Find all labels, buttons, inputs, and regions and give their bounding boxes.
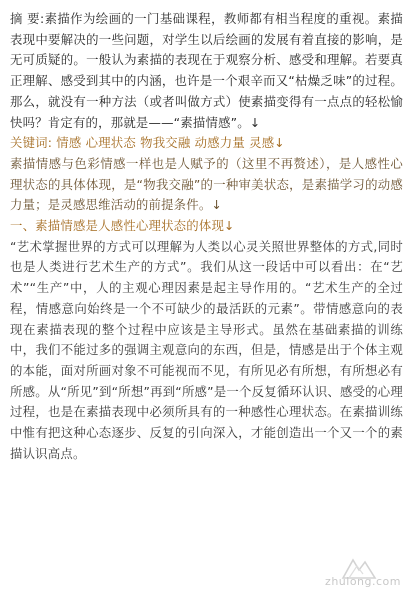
abstract-paragraph: 摘 要:素描作为绘画的一门基础课程，教师都有相当程度的重视。素描表现中要解决的一些问题，对学生以后绘画的发展有着直接的影响，是无可质疑的。一般认为素描的表现在于观察分析、感受和理解。若要真正理解、感受到其中的内涵，也许是一个艰辛而又“枯燥乏味”的过程。那么，就没有一种方法（或者叫做方式）使素描变得有一点点的轻松愉快吗？肯定有的，那就是——“素描情感”。↓ (10, 11, 403, 130)
watermark (313, 556, 405, 594)
keywords-paragraph: 关键词: 情感 心理状态 物我交融 动感力量 灵感↓ (10, 135, 285, 151)
body-paragraph: “艺术掌握世界的方式可以理解为人类以心灵关照世界整体的方式,同时也是人类进行艺术生产的方式”。我们从这一段话中可以看出：在“艺术”“生产”中，人的主观心理因素是起主导作用的。“艺术生产的全过程，情感意向始终是一个不可缺少的最活跃的元素”。带情感意向的表现在素描表现的整个过程中应该是主导形式。虽然在基础素描的训练中，我们不能过多的强调主观意向的东西，但是，情感是出于个体主观的本能，面对所画对象不可能视而不见，有所见必有所想，有所想必有所感。从“所见”到“所想”再到“所感”是一个反复循环认识、感受的心理过程，也是在素描表现中必须所具有的一种感性心理状态。在素描训练中惟有把这种心态逐步、反复的引向深入，才能创造出一个又一个的素描认识高点。 (10, 238, 403, 461)
section-heading: 一、素描情感是人感性心理状态的体现↓ (10, 218, 235, 234)
intro-paragraph: 素描情感与色彩情感一样也是人赋予的（这里不再赘述），是人感性心理状态的具体体现，是“物我交融”的一种审美状态，是素描学习的动感力量；是灵感思维活动的前提条件。↓ (10, 155, 403, 213)
watermark-text: zhulong.com (325, 575, 401, 588)
